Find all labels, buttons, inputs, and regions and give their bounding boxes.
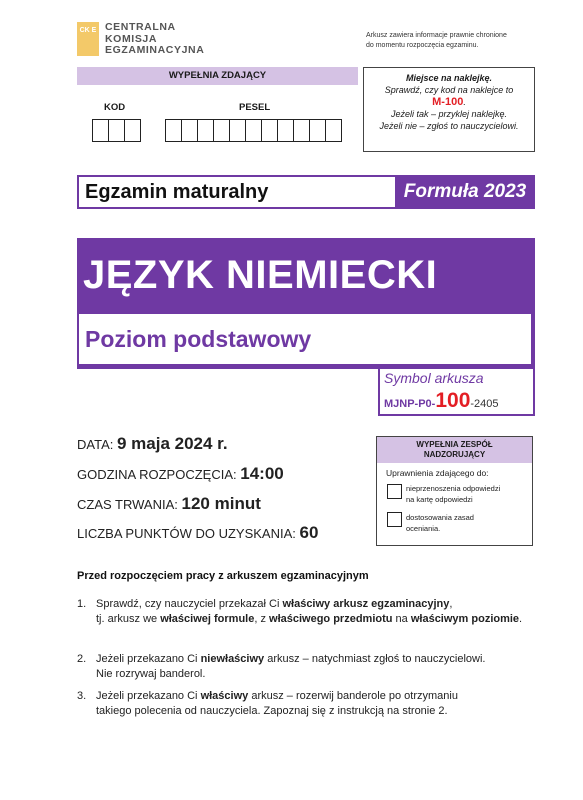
text-run-bold: właściwy arkusz egzaminacyjny [282, 598, 450, 610]
symbol-number: 100 [435, 389, 471, 412]
sticker-instruction: Sprawdź, czy kod na naklejce to [384, 85, 514, 95]
logo-mark-text: CK E [79, 27, 97, 34]
pesel-input-cells[interactable] [165, 119, 341, 142]
notice-line: do momentu rozpoczęcia egzaminu. [366, 41, 479, 49]
instruction-text [96, 689, 527, 719]
sticker-placeholder [363, 67, 535, 152]
sheet-symbol-box [378, 369, 535, 416]
text-run: Jeżeli przekazano Ci [96, 690, 201, 702]
adjusted-grading-label [406, 513, 528, 534]
proctor-header-line: WYPEŁNIA ZESPÓŁ [416, 440, 493, 449]
kod-digit-cell[interactable] [92, 119, 109, 142]
proctor-header-line: NADZORUJĄCY [423, 450, 486, 459]
instruction-number: 1. [77, 598, 87, 610]
text-run: Jeżeli przekazano Ci [96, 653, 201, 665]
detail-label: LICZBA PUNKTÓW DO UZYSKANIA: [77, 526, 296, 541]
proctor-subtitle: Uprawnienia zdającego do: [386, 468, 489, 478]
detail-value: 120 minut [181, 494, 261, 513]
sticker-code-line [364, 96, 534, 108]
kod-label: KOD [104, 102, 126, 113]
kod-digit-cell[interactable] [108, 119, 125, 142]
detail-value: 60 [299, 523, 319, 542]
notice-line: Arkusz zawiera informacje prawnie chronione [366, 32, 507, 39]
logo-line: EGZAMINACYJNA [105, 44, 205, 56]
subject-title-block [77, 238, 535, 369]
symbol-prefix: MJNP-P0- [384, 398, 436, 410]
detail-label: GODZINA ROZPOCZĘCIA: [77, 467, 237, 482]
logo-wordmark [105, 22, 204, 57]
exam-formula: Formuła 2023 [403, 181, 527, 202]
exam-name: Egzamin maturalny [79, 177, 395, 207]
exam-level: Poziom podstawowy [85, 326, 312, 352]
kod-input-cells[interactable] [92, 119, 140, 142]
cke-logo [77, 22, 204, 57]
cke-logo-mark [77, 22, 99, 56]
text-run: Nie rozrywaj banderol. [96, 668, 206, 680]
instruction-number: 3. [77, 690, 87, 702]
option-line: oceniania. [406, 523, 441, 533]
detail-value: 9 maja 2024 r. [116, 434, 228, 453]
exam-duration [77, 494, 261, 514]
legal-notice [366, 31, 566, 50]
symbol-code [384, 389, 499, 413]
pesel-digit-cell[interactable] [181, 119, 198, 142]
exam-start-time [77, 464, 284, 484]
detail-label: DATA: [77, 437, 114, 452]
text-run-bold: właściwym poziomie [410, 613, 520, 625]
exam-type-bar [77, 175, 535, 209]
no-transfer-label [406, 484, 528, 505]
pesel-digit-cell[interactable] [197, 119, 214, 142]
logo-line: CENTRALNA [105, 21, 176, 33]
instruction-item [77, 689, 527, 719]
detail-value: 14:00 [240, 464, 284, 483]
text-run: na [392, 613, 411, 625]
pesel-label: PESEL [239, 102, 271, 113]
text-run: Sprawdź, czy nauczyciel przekazał Ci [96, 598, 283, 610]
level-box [79, 314, 531, 364]
symbol-label: Symbol arkusza [384, 370, 484, 386]
pesel-digit-cell[interactable] [261, 119, 278, 142]
pesel-digit-cell[interactable] [325, 119, 342, 142]
symbol-suffix: -2405 [470, 398, 499, 410]
text-run: takiego polecenia od nauczyciela. Zapoznaj się z instrukcją na stronie 2. [96, 705, 448, 717]
no-transfer-checkbox[interactable] [387, 484, 402, 499]
text-run: , [449, 598, 453, 610]
pesel-digit-cell[interactable] [293, 119, 310, 142]
logo-line: KOMISJA [105, 32, 158, 45]
option-line: nieprzenoszenia odpowiedzi [406, 484, 501, 493]
text-run: . [519, 613, 523, 625]
text-run-bold: niewłaściwy [200, 653, 265, 665]
sticker-code: M-100 [432, 96, 464, 108]
sticker-title: Miejsce na naklejkę. [405, 73, 493, 83]
sticker-code-suffix: . [463, 97, 466, 107]
instruction-item [77, 652, 527, 682]
text-run-bold: właściwy [200, 690, 249, 702]
candidate-id-section [77, 67, 358, 152]
instruction-item [77, 597, 527, 627]
kod-digit-cell[interactable] [124, 119, 141, 142]
pesel-digit-cell[interactable] [245, 119, 262, 142]
exam-date [77, 434, 228, 454]
subject-title: JĘZYK NIEMIECKI [83, 253, 438, 297]
option-line: na kartę odpowiedzi [406, 494, 473, 504]
exam-max-points [77, 523, 318, 543]
instruction-text [96, 597, 527, 627]
candidate-section-header: WYPEŁNIA ZDAJĄCY [77, 67, 358, 85]
instruction-text [96, 652, 527, 682]
proctor-section [376, 436, 533, 546]
text-run-bold: właściwego przedmiotu [269, 613, 393, 625]
text-run: tj. arkusz we [96, 613, 161, 625]
proctor-header [377, 437, 532, 463]
pesel-digit-cell[interactable] [309, 119, 326, 142]
text-run: arkusz – rozerwij banderole po otrzymaniu [248, 690, 458, 702]
text-run-bold: właściwej formule [160, 613, 255, 625]
detail-label: CZAS TRWANIA: [77, 497, 178, 512]
pesel-digit-cell[interactable] [277, 119, 294, 142]
sticker-no-line: Jeżeli nie – zgłoś to nauczycielowi. [379, 121, 519, 131]
option-line: dostosowania zasad [406, 513, 474, 522]
sticker-yes-line: Jeżeli tak – przyklej naklejkę. [390, 109, 508, 119]
instructions-heading: Przed rozpoczęciem pracy z arkuszem egzaminacyjnym [77, 570, 369, 582]
pesel-digit-cell[interactable] [213, 119, 230, 142]
text-run: , z [254, 613, 270, 625]
instruction-number: 2. [77, 653, 87, 665]
pesel-digit-cell[interactable] [165, 119, 182, 142]
adjusted-grading-checkbox[interactable] [387, 512, 402, 527]
pesel-digit-cell[interactable] [229, 119, 246, 142]
text-run: arkusz – natychmiast zgłoś to nauczycielowi. [264, 653, 486, 665]
